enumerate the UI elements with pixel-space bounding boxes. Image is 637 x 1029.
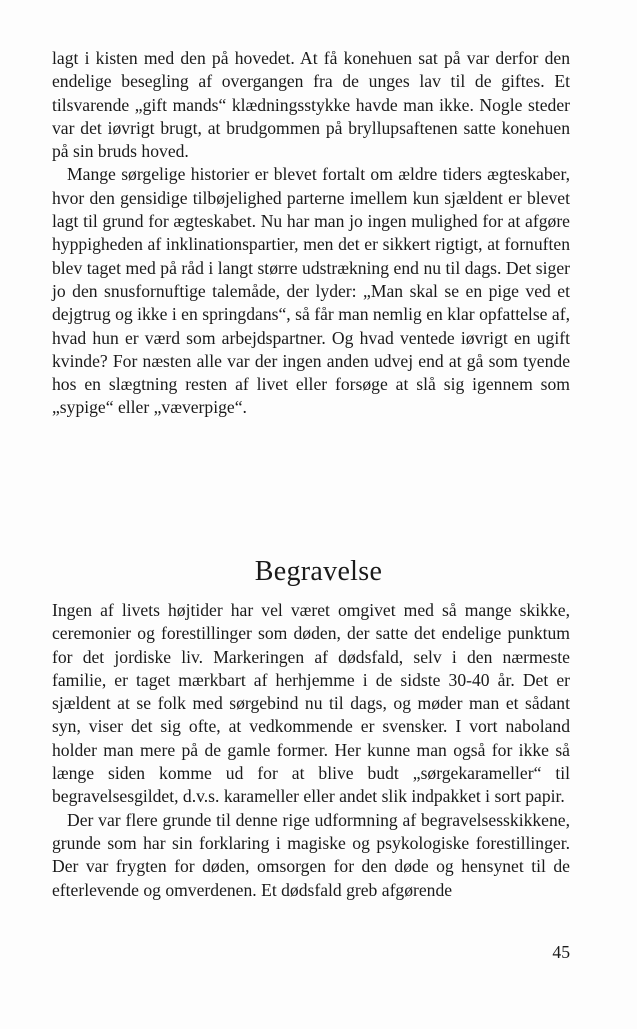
paragraph-aegteskaber: Mange sørgelige historier er blevet fortalt om ældre tiders ægteskaber, hvor den gensidige tilbøjelighed parterne imellem kun sjældent er blevet lagt til grund for ægteskabet. Nu har man jo ingen mulighed for at afgøre hyppigheden af inklinationspartier, men det er sikkert rigtigt, at fornuften blev taget med på råd i langt større udstrækning end nu til dags. Det siger jo den snusfornuftige talemåde, der lyder: „Man skal se en pige ved et dejgtrug og ikke i en springdans“, så får man nemlig en klar opfattelse af, hvad hun er værd som arbejdspartner. Og hvad ventede iøvrigt en ugift kvinde? For næsten alle var der ingen anden udvej end at gå som tyende hos en slægtning resten af livet eller forsøge at slå sig igennem som „sypige“ eller „væverpige“. — [52, 164, 570, 418]
paragraph-konehuen: lagt i kisten med den på hovedet. At få konehuen sat på var derfor den endelige besegling af overgangen fra de unges lav til de giftes. Et tilsvarende „gift mands“ klædningsstykke havde man ikke. Nogle steder var det iøvrigt brugt, at brudgommen på bryllupsaftenen satte konehuen på sin bruds hoved. — [52, 48, 570, 162]
bottom-text-section — [52, 599, 570, 902]
page-number: 45 — [552, 942, 570, 962]
paragraph-begravelsesskikke: Der var flere grunde til denne rige udformning af begravelsesskikkene, grunde som har sin forklaring i magiske og psykologiske forestillinger. Der var frygten for døden, omsorgen for den døde og hensynet til de efterlevende og omverdenen. Et dødsfald greb afgørende — [52, 809, 570, 900]
section-heading: Begravelse — [254, 556, 383, 587]
paragraph-hojtider: Ingen af livets højtider har vel været omgivet med så mange skikke, ceremonier og forestillinger som døden, der satte det endelige punktum for det jordiske liv. Markeringen af dødsfald, selv i den nærmeste familie, er taget mærkbart af herhjemme i de sidste 30-40 år. Det er sjældent at se folk med sørgebind nu til dags, og møder man et sådant syn, viser det sig ofte, at vedkommende er svensker. I vort naboland holder man mere på de gamle former. Her kunne man også for ikke så længe siden komme ud for at blive budt „sørgekarameller“ til begravelsesgildet, d.v.s. karameller eller andet slik indpakket i sort papir. — [52, 600, 570, 807]
top-text-section — [52, 47, 570, 420]
